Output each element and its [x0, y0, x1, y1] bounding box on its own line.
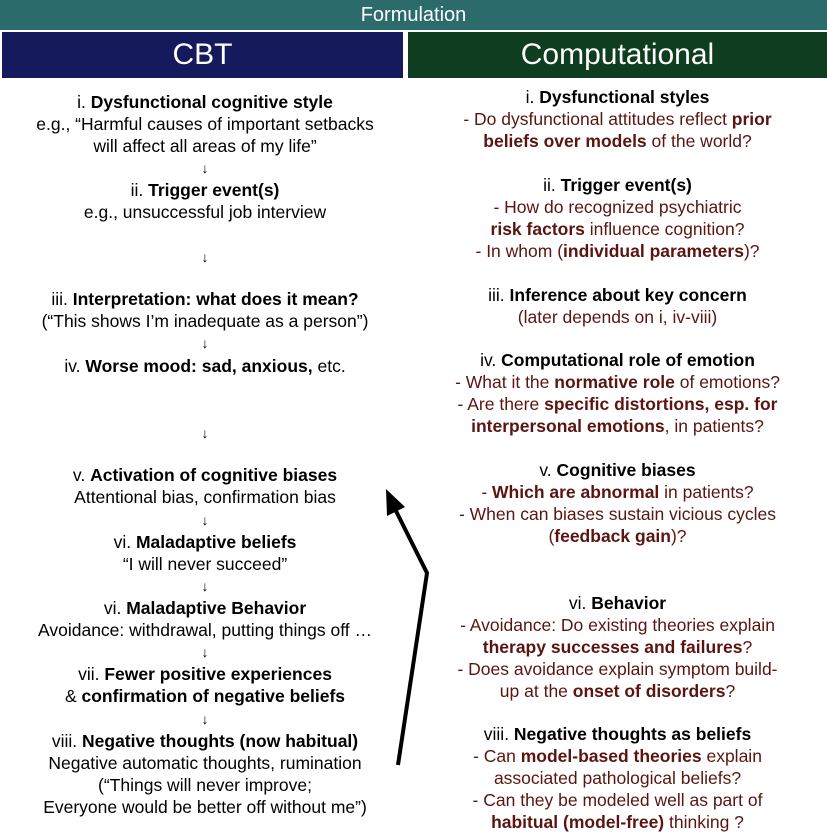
block-number: v. [539, 460, 557, 480]
block-title: Behavior [591, 593, 667, 613]
block-number: iv. [480, 350, 502, 370]
step-example: will affect all areas of my life” [93, 136, 317, 156]
block-number: vi. [568, 593, 592, 613]
block-number: iii. [488, 285, 510, 305]
question-text: - Does avoidance explain symptom build- [457, 659, 778, 679]
question-text: - When can biases sustain vicious cycles [458, 504, 777, 524]
question-text: ( [548, 526, 555, 546]
cbt-header: CBT [2, 32, 403, 78]
block-title: Negative thoughts as beliefs [513, 724, 752, 744]
step-example: “I will never succeed” [122, 554, 288, 574]
question-text: )? [743, 241, 760, 261]
question-emphasis: habitual (model-free) [491, 812, 665, 832]
down-arrow-icon: ↓ [201, 160, 209, 176]
question-text: - [481, 482, 493, 502]
down-arrow-icon: ↓ [201, 578, 209, 594]
question-text: associated pathological beliefs? [493, 768, 742, 788]
question-text: ? [742, 637, 753, 657]
step-example: (“This shows I’m inadequate as a person”) [41, 311, 369, 331]
step-title: Dysfunctional cognitive style [90, 92, 333, 112]
question-text: - Are there [457, 394, 545, 414]
step-number: v. [72, 465, 91, 485]
question-emphasis: risk factors [490, 219, 585, 239]
down-arrow-icon: ↓ [201, 512, 209, 528]
question-text: )? [670, 526, 687, 546]
question-text: - Can they be modeled well as part of [472, 790, 763, 810]
step-example: e.g., unsuccessful job interview [83, 202, 327, 222]
question-text: , in patients? [664, 416, 764, 436]
question-emphasis: beliefs over models [483, 131, 647, 151]
step-title: confirmation of negative beliefs [81, 686, 346, 706]
question-text: - Avoidance: Do existing theories explain [460, 615, 775, 635]
block-title: Dysfunctional styles [539, 87, 710, 107]
step-example: e.g., “Harmful causes of important setbacks [36, 114, 374, 134]
question-text: explain [701, 746, 762, 766]
step-number: vi. [103, 598, 127, 618]
block-title: Trigger event(s) [560, 175, 692, 195]
step-title: Maladaptive Behavior [126, 598, 307, 618]
question-text: of emotions? [674, 372, 780, 392]
block-title: Computational role of emotion [501, 350, 755, 370]
down-arrow-icon: ↓ [201, 249, 209, 265]
block-number: i. [525, 87, 540, 107]
step-number: viii. [51, 731, 83, 751]
block-title: Inference about key concern [509, 285, 747, 305]
step-example: Attentional bias, confirmation bias [74, 487, 336, 507]
step-number: vii. [78, 664, 105, 684]
question-text: thinking ? [664, 812, 744, 832]
step-title: Fewer positive experiences [104, 664, 332, 684]
question-text: - Do dysfunctional attitudes reflect [463, 109, 732, 129]
step-title: Worse mood: sad, anxious, [85, 356, 313, 376]
question-text: - What it the [455, 372, 555, 392]
question-emphasis: normative role [554, 372, 675, 392]
question-text: up at the [499, 681, 573, 701]
question-emphasis: therapy successes and failures [482, 637, 743, 657]
question-text: of the world? [646, 131, 752, 151]
step-example: Everyone would be better off without me”) [43, 797, 367, 817]
step-title: Negative thoughts (now habitual) [82, 731, 359, 751]
step-title: Maladaptive beliefs [135, 532, 297, 552]
block-number: viii. [483, 724, 514, 744]
down-arrow-icon: ↓ [201, 335, 209, 351]
step-suffix: etc. [312, 356, 346, 376]
step-number: i. [77, 92, 91, 112]
question-text: - How do recognized psychiatric [493, 197, 742, 217]
question-text: (later depends on i, iv-viii) [517, 307, 718, 327]
block-title: Cognitive biases [556, 460, 696, 480]
step-example: Negative automatic thoughts, rumination [48, 753, 362, 773]
down-arrow-icon: ↓ [201, 711, 209, 727]
step-title: Interpretation: what does it mean? [72, 289, 359, 309]
down-arrow-icon: ↓ [201, 425, 209, 441]
step-number: vi. [113, 532, 136, 552]
question-text: ? [725, 681, 736, 701]
block-number: ii. [543, 175, 561, 195]
question-emphasis: individual parameters [563, 241, 744, 261]
step-number: ii. [130, 180, 149, 200]
question-emphasis: interpersonal emotions [471, 416, 665, 436]
question-emphasis: feedback gain [554, 526, 671, 546]
step-connector: & [64, 686, 82, 706]
question-text: - Can [473, 746, 521, 766]
step-number: iii. [51, 289, 73, 309]
formulation-banner: Formulation [0, 0, 827, 30]
question-emphasis: Which are abnormal [492, 482, 660, 502]
question-text: - In whom ( [475, 241, 564, 261]
computational-header: Computational [408, 32, 827, 78]
step-title: Activation of cognitive biases [90, 465, 338, 485]
question-emphasis: onset of disorders [572, 681, 726, 701]
step-example: Avoidance: withdrawal, putting things off … [38, 620, 372, 640]
step-example: (“Things will never improve; [98, 775, 312, 795]
question-emphasis: prior [731, 109, 772, 129]
step-number: iv. [64, 356, 86, 376]
question-emphasis: model-based theories [520, 746, 702, 766]
question-emphasis: specific distortions, esp. for [544, 394, 778, 414]
step-title: Trigger event(s) [148, 180, 280, 200]
question-text: influence cognition? [584, 219, 745, 239]
question-text: in patients? [659, 482, 754, 502]
down-arrow-icon: ↓ [201, 644, 209, 660]
